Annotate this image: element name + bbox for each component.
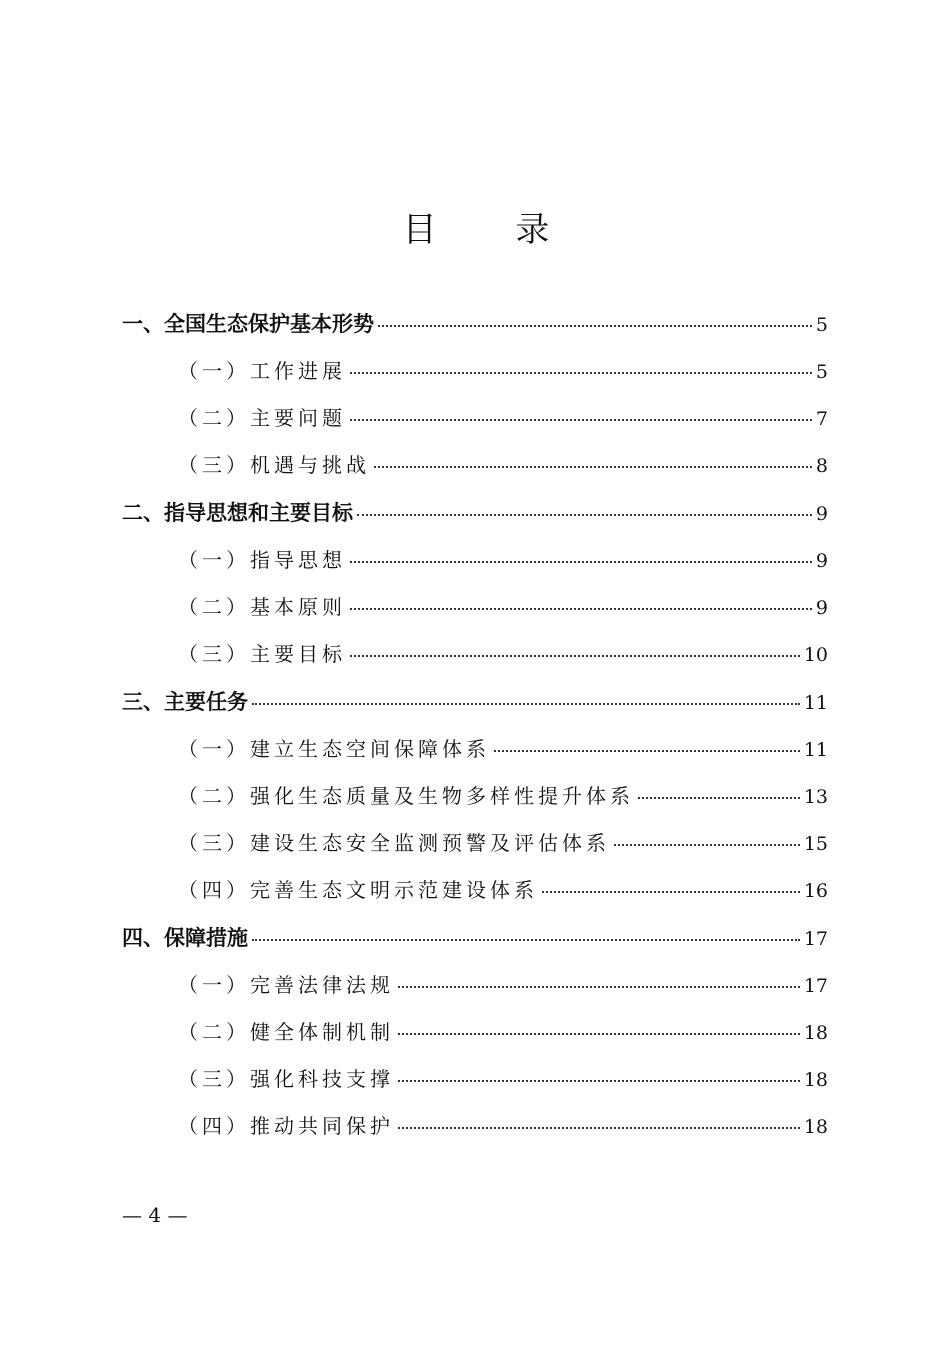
- toc-entry-page-number: 5: [815, 314, 828, 336]
- toc-entry-label: （二）健全体制机制: [178, 1020, 394, 1044]
- toc-subsection-entry[interactable]: [122, 820, 828, 867]
- toc-entry-label: （三）强化科技支撑: [178, 1067, 394, 1091]
- toc-entry-label: （四）推动共同保护: [178, 1114, 394, 1138]
- toc-dot-leader: [252, 703, 800, 705]
- toc-entry-page-number: 9: [815, 550, 828, 572]
- toc-section-entry[interactable]: [122, 678, 828, 726]
- toc-entry-page-number: 17: [803, 975, 828, 997]
- toc-entry-page-number: 10: [803, 644, 828, 666]
- toc-subsection-entry[interactable]: [122, 1009, 828, 1056]
- toc-dot-leader: [398, 1080, 800, 1082]
- toc-entry-page-number: 7: [815, 408, 828, 430]
- toc-entry-label: （二）强化生态质量及生物多样性提升体系: [178, 784, 634, 808]
- page-title: 目 录: [402, 210, 584, 250]
- page-number: — 4 —: [122, 1203, 188, 1227]
- toc-entry-label: 四、保障措施: [122, 926, 248, 950]
- toc-dot-leader: [614, 844, 800, 846]
- toc-subsection-entry[interactable]: [122, 726, 828, 773]
- toc-section-entry[interactable]: [122, 300, 828, 348]
- table-of-contents: [122, 300, 828, 1150]
- toc-dot-leader: [350, 419, 812, 421]
- toc-entry-page-number: 9: [815, 597, 828, 619]
- toc-dot-leader: [350, 608, 812, 610]
- toc-entry-page-number: 18: [803, 1069, 828, 1091]
- toc-entry-label: （一）工作进展: [178, 359, 346, 383]
- toc-subsection-entry[interactable]: [122, 1056, 828, 1103]
- toc-entry-label: （一）建立生态空间保障体系: [178, 737, 490, 761]
- toc-entry-page-number: 9: [815, 503, 828, 525]
- toc-dot-leader: [350, 561, 812, 563]
- toc-dot-leader: [398, 986, 800, 988]
- toc-entry-page-number: 5: [815, 361, 828, 383]
- toc-subsection-entry[interactable]: [122, 584, 828, 631]
- toc-dot-leader: [357, 514, 812, 516]
- toc-entry-page-number: 13: [803, 786, 828, 808]
- toc-entry-label: （三）主要目标: [178, 642, 346, 666]
- toc-entry-label: 二、指导思想和主要目标: [122, 501, 353, 525]
- toc-entry-label: （二）主要问题: [178, 406, 346, 430]
- toc-section-entry[interactable]: [122, 914, 828, 962]
- toc-dot-leader: [398, 1127, 800, 1129]
- toc-dot-leader: [398, 1033, 800, 1035]
- toc-dot-leader: [378, 325, 812, 327]
- toc-entry-page-number: 15: [803, 833, 828, 855]
- toc-subsection-entry[interactable]: [122, 1103, 828, 1150]
- toc-entry-page-number: 11: [803, 692, 828, 714]
- toc-subsection-entry[interactable]: [122, 537, 828, 584]
- toc-dot-leader: [350, 372, 812, 374]
- toc-entry-label: （三）机遇与挑战: [178, 453, 370, 477]
- toc-subsection-entry[interactable]: [122, 395, 828, 442]
- toc-entry-label: 一、全国生态保护基本形势: [122, 312, 374, 336]
- toc-entry-page-number: 18: [803, 1116, 828, 1138]
- toc-subsection-entry[interactable]: [122, 442, 828, 489]
- toc-dot-leader: [638, 797, 800, 799]
- toc-subsection-entry[interactable]: [122, 773, 828, 820]
- toc-entry-label: 三、主要任务: [122, 690, 248, 714]
- toc-dot-leader: [350, 655, 800, 657]
- toc-entry-page-number: 18: [803, 1022, 828, 1044]
- toc-subsection-entry[interactable]: [122, 867, 828, 914]
- toc-dot-leader: [494, 750, 800, 752]
- toc-entry-label: （一）完善法律法规: [178, 973, 394, 997]
- toc-entry-page-number: 8: [815, 455, 828, 477]
- toc-entry-label: （四）完善生态文明示范建设体系: [178, 878, 538, 902]
- toc-subsection-entry[interactable]: [122, 348, 828, 395]
- toc-entry-page-number: 16: [803, 880, 828, 902]
- toc-entry-label: （二）基本原则: [178, 595, 346, 619]
- toc-entry-label: （三）建设生态安全监测预警及评估体系: [178, 831, 610, 855]
- toc-entry-page-number: 17: [803, 928, 828, 950]
- toc-entry-label: （一）指导思想: [178, 548, 346, 572]
- toc-subsection-entry[interactable]: [122, 631, 828, 678]
- toc-dot-leader: [542, 891, 800, 893]
- toc-entry-page-number: 11: [803, 739, 828, 761]
- toc-dot-leader: [252, 939, 800, 941]
- toc-section-entry[interactable]: [122, 489, 828, 537]
- toc-subsection-entry[interactable]: [122, 962, 828, 1009]
- toc-dot-leader: [374, 466, 812, 468]
